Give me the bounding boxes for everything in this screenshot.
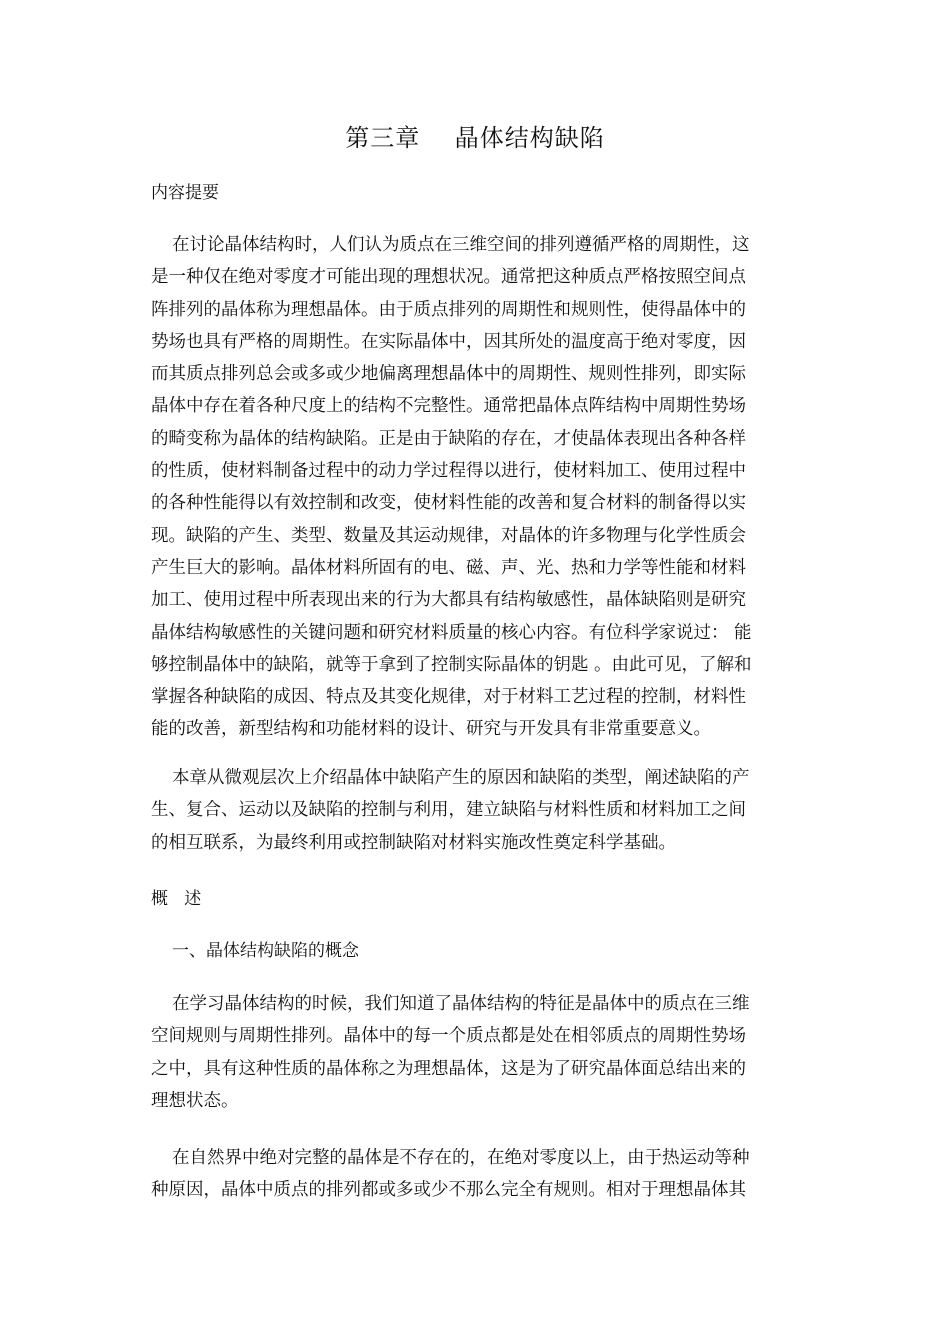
text-line: 在学习晶体结构的时候，我们知道了晶体结构的特征是晶体中的质点在三维 <box>172 994 750 1014</box>
text-line: 现。缺陷的产生、类型、数量及其运动规律，对晶体的许多物理与化学性质会 <box>151 525 746 546</box>
text-line: 晶体中存在着各种尺度上的结构不完整性。通常把晶体点阵结构中周期性势场 <box>151 396 746 417</box>
text-line: 加工、使用过程中所表现出来的行为大都具有结构敏感性，晶体缺陷则是研究 <box>151 590 746 611</box>
text-line: 阵排列的晶体称为理想晶体。由于质点排列的周期性和规则性，使得晶体中的 <box>151 299 746 320</box>
paragraph-summary-1 <box>151 229 801 746</box>
text-line: 在自然界中绝对完整的晶体是不存在的，在绝对零度以上，由于热运动等种 <box>172 1148 750 1168</box>
text-line: 的性质，使材料制备过程中的动力学过程得以进行，使材料加工、使用过程中 <box>151 461 746 482</box>
text-line: 势场也具有严格的周期性。在实际晶体中，因其所处的温度高于绝对零度，因 <box>151 331 746 352</box>
paragraph-summary-2 <box>151 762 801 859</box>
paragraph-concept-2 <box>151 1142 801 1207</box>
text-line: 掌握各种缺陷的成因、特点及其变化规律，对于材料工艺过程的控制，材料性 <box>151 687 746 708</box>
section-heading-summary: 内容提要 <box>151 183 219 203</box>
text-line: 生、复合、运动以及缺陷的控制与利用，建立缺陷与材料性质和材料加工之间 <box>151 800 746 821</box>
text-line: 种原因，晶体中质点的排列都或多或少不那么完全有规则。相对于理想晶体其 <box>151 1180 746 1201</box>
text-line: 能的改善，新型结构和功能材料的设计、研究与开发具有非常重要意义。 <box>151 719 711 740</box>
text-line: 在讨论晶体结构时，人们认为质点在三维空间的排列遵循严格的周期性，这 <box>172 235 750 255</box>
subsection-heading-concept: 一、晶体结构缺陷的概念 <box>172 941 359 961</box>
text-line: 理想状态。 <box>151 1090 239 1111</box>
chapter-title: 第三章 晶体结构缺陷 <box>345 124 605 152</box>
text-line: 而其质点排列总会或多或少地偏离理想晶体中的周期性、规则性排列，即实际 <box>151 364 746 385</box>
text-line: 够控制晶体中的缺陷，就等于拿到了控制实际晶体的钥匙 。由此可见，了解和 <box>151 654 752 675</box>
text-line: 本章从微观层次上介绍晶体中缺陷产生的原因和缺陷的类型，阐述缺陷的产 <box>172 768 750 788</box>
text-line: 产生巨大的影响。晶体材料所固有的电、磁、声、光、热和力学等性能和材料 <box>151 557 746 578</box>
text-line: 的相互联系，为最终利用或控制缺陷对材料实施改性奠定科学基础。 <box>151 832 676 853</box>
paragraph-concept-1 <box>151 988 801 1117</box>
text-line: 之中，具有这种性质的晶体称之为理想晶体，这是为了研究晶体面总结出来的 <box>151 1058 746 1079</box>
text-line: 是一种仅在绝对零度才可能出现的理想状况。通常把这种质点严格按照空间点 <box>151 267 746 288</box>
text-line: 晶体结构敏感性的关键问题和研究材料质量的核心内容。有位科学家说过： 能 <box>151 622 752 643</box>
text-line: 空间规则与周期性排列。晶体中的每一个质点都是处在相邻质点的周期性势场 <box>151 1026 746 1047</box>
text-line: 的各种性能得以有效控制和改变，使材料性能的改善和复合材料的制备得以实 <box>151 493 746 514</box>
text-line: 的畸变称为晶体的结构缺陷。正是由于缺陷的存在，才使晶体表现出各种各样 <box>151 428 746 449</box>
section-heading-overview: 概 述 <box>151 889 202 909</box>
